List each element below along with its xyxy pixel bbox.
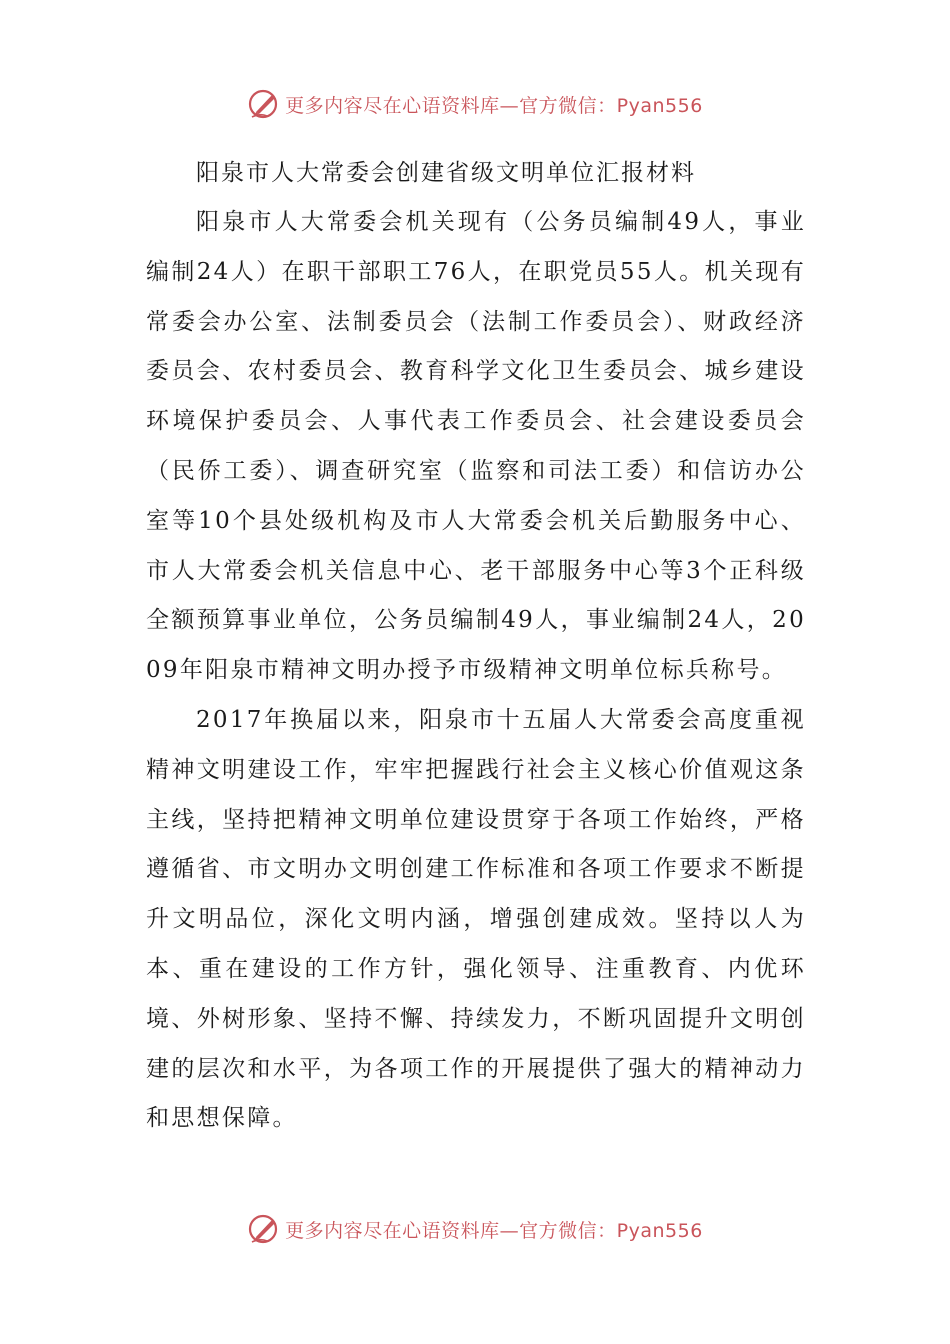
pen-logo-icon (247, 1212, 281, 1246)
document-body (146, 148, 806, 1144)
footer-banner-content (247, 1212, 703, 1246)
banner-separator: — (499, 1219, 520, 1242)
banner-text (285, 91, 703, 118)
pen-logo-icon (247, 87, 281, 121)
banner-wechat: 官方微信：Pyan556 (519, 1219, 703, 1242)
header-banner-content (247, 87, 703, 121)
document-title: 阳泉市人大常委会创建省级文明单位汇报材料 (196, 160, 696, 186)
paragraph: 2017年换届以来，阳泉市十五届人大常委会高度重视精神文明建设工作，牢牢把握践行社会主义核心价值观这条主线，坚持把精神文明单位建设贯穿于各项工作始终，严格遵循省、市文明办文明创建工作标准和各项工作要求不断提升文明品位，深化文明内涵，增强创建成效。坚持以人为本、重在建设的工作方针，强化领导、注重教育、内优环境、外树形象、坚持不懈、持续发力，不断巩固提升文明创建的层次和水平，为各项工作的开展提供了强大的精神动力和思想保障。 (146, 706, 806, 1132)
banner-brand: 更多内容尽在心语资料库 (285, 94, 500, 117)
header-banner (0, 86, 950, 122)
banner-separator: — (499, 94, 520, 117)
footer-banner (0, 1211, 950, 1247)
banner-text (285, 1216, 703, 1243)
banner-wechat: 官方微信：Pyan556 (519, 94, 703, 117)
paragraph: 阳泉市人大常委会机关现有（公务员编制49人，事业编制24人）在职干部职工76人，在职党员55人。机关现有常委会办公室、法制委员会（法制工作委员会）、财政经济委员会、农村委员会、教育科学文化卫生委员会、城乡建设环境保护委员会、人事代表工作委员会、社会建设委员会（民侨工委）、调查研究室（监察和司法工委）和信访办公室等10个县处级机构及市人大常委会机关后勤服务中心、市人大常委会机关信息中心、老干部服务中心等3个正科级全额预算事业单位，公务员编制49人，事业编制24人，2009年阳泉市精神文明办授予市级精神文明单位标兵称号。 (146, 209, 806, 684)
banner-brand: 更多内容尽在心语资料库 (285, 1219, 500, 1242)
